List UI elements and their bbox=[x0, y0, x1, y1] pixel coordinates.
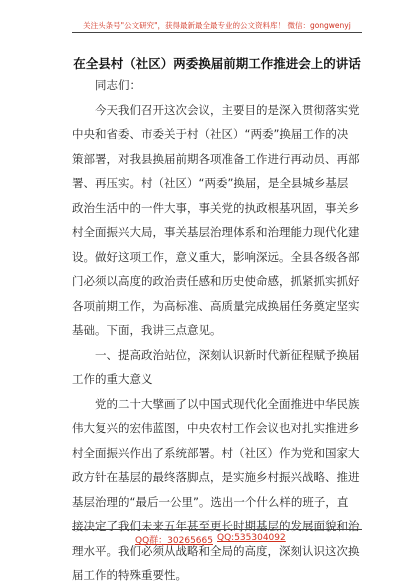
body-line: 今天我们召开这次会议，主要目的是深入贯彻落实党 bbox=[95, 102, 360, 117]
body-line: 设。做好这项工作，意义重大，影响深远。全县各级各部 bbox=[72, 249, 360, 264]
body-line: 村全面振兴大局，事关基层治理体系和治理能力现代化建 bbox=[72, 225, 360, 239]
body-line: 理水平。我们必须从战略和全局的高度，深刻认识这次换 bbox=[72, 543, 360, 558]
body-line: 届工作的特殊重要性。 bbox=[72, 568, 187, 582]
footer-qq-group: QQ群：30265665 bbox=[135, 536, 213, 546]
footer-divider bbox=[72, 529, 362, 530]
body-line: 策部署，对我县换届前期各项准备工作进行再动员、再部 bbox=[72, 151, 360, 166]
header-divider bbox=[72, 32, 362, 33]
body-line: 接决定了我们未来五年甚至更长时期基层的发展面貌和治 bbox=[72, 519, 360, 533]
document-body bbox=[72, 73, 362, 588]
body-line: 基层治理的“最后一公里”。选出一个什么样的班子，直 bbox=[72, 494, 349, 509]
footer-qq-contact: QQ:535304092 bbox=[217, 533, 286, 543]
body-line: 伟大复兴的宏伟蓝图，中央农村工作会议也对扎实推进乡 bbox=[72, 421, 360, 435]
body-line: 中央和省委、市委关于村（社区）“两委”换届工作的决 bbox=[72, 127, 349, 141]
body-line: 署、再压实。村（社区）“两委”换届，是全县城乡基层 bbox=[72, 176, 349, 190]
body-line: 政方针在基层的最终落脚点，是实施乡村振兴战略、推进 bbox=[72, 470, 360, 484]
document-title: 在全县村（社区）两委换届前期工作推进会上的讲话 bbox=[73, 56, 361, 71]
body-line: 一、提高政治站位，深刻认识新时代新征程赋予换届 bbox=[95, 347, 360, 362]
body-line: 门必须以高度的政治责任感和历史使命感，抓紧抓实抓好 bbox=[72, 274, 360, 288]
body-line: 各项前期工作，为高标准、高质量完成换届任务奠定坚实 bbox=[72, 298, 360, 313]
body-line: 村全面振兴作出了系统部署。村（社区）作为党和国家大 bbox=[72, 445, 360, 460]
body-line: 工作的重大意义 bbox=[72, 372, 153, 386]
body-line: 党的二十大擘画了以中国式现代化全面推进中华民族 bbox=[95, 396, 360, 411]
body-line: 同志们： bbox=[95, 78, 141, 92]
body-line: 基础。下面，我讲三点意见。 bbox=[72, 323, 222, 337]
header-promo-text: 关注头条号"公文研究"，获得最新最全最专业的公文资料库！ 微信：gongwenyj bbox=[83, 21, 351, 30]
body-line: 政治生活中的一件大事，事关党的执政根基巩固，事关乡 bbox=[72, 200, 360, 215]
